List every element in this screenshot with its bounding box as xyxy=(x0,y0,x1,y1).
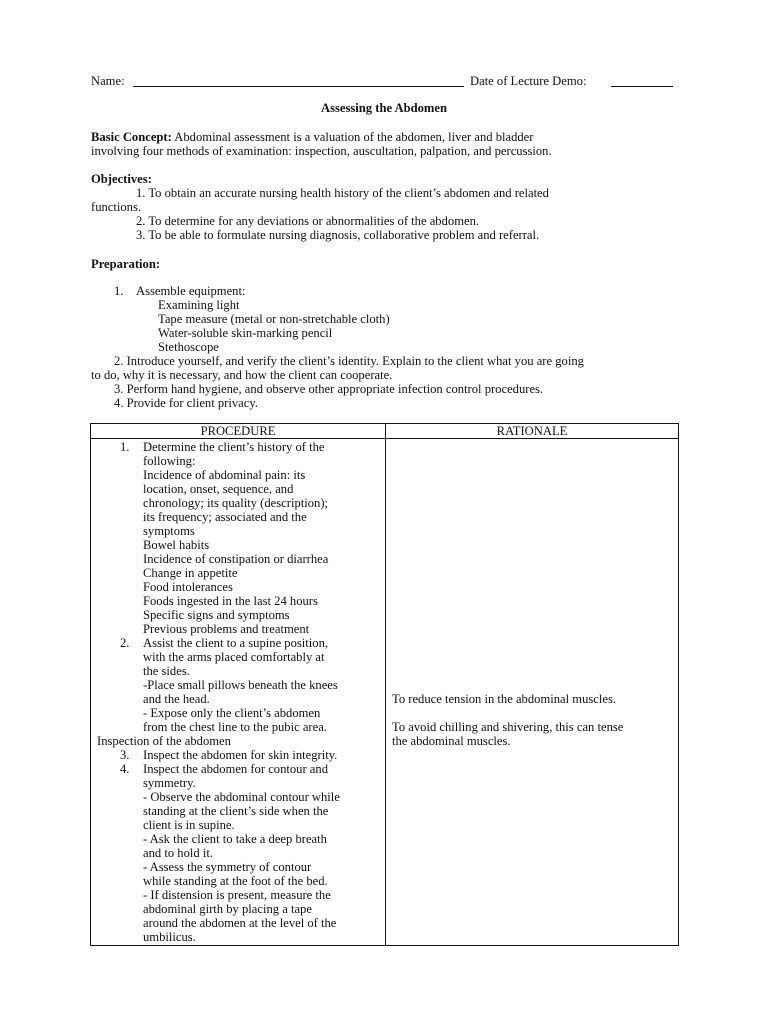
item-2-line: and the head. xyxy=(143,692,210,706)
item-1-line: Foods ingested in the last 24 hours xyxy=(143,594,318,608)
item-1-line: Incidence of abdominal pain: its xyxy=(143,468,306,482)
objective-line-1: 1. To obtain an accurate nursing health history of the client’s abdomen and related xyxy=(136,186,549,200)
item-2-line: from the chest line to the pubic area. xyxy=(143,720,327,734)
prep-step-3: 3. Perform hand hygiene, and observe other appropriate infection control procedures. xyxy=(114,382,544,396)
item-1-line: Bowel habits xyxy=(143,538,210,552)
procedure-header: PROCEDURE xyxy=(91,424,386,439)
item-1-line: Change in appetite xyxy=(143,566,238,580)
item-1-line: Specific signs and symptoms xyxy=(143,608,290,622)
item-2-line: the sides. xyxy=(143,664,190,678)
item-4-line: - Observe the abdominal contour while xyxy=(143,790,340,804)
prep-step-1-text: Assemble equipment: xyxy=(136,284,246,298)
item-2-line: - Expose only the client’s abdomen xyxy=(143,706,321,720)
rationale-header: RATIONALE xyxy=(386,424,679,439)
equipment-item: Stethoscope xyxy=(158,340,219,354)
item-1-line: Previous problems and treatment xyxy=(143,622,310,636)
item-3-line: Inspect the abdomen for skin integrity. xyxy=(143,748,338,762)
preparation-heading: Preparation: xyxy=(91,257,161,271)
item-2-line: -Place small pillows beneath the knees xyxy=(143,678,338,692)
item-2-line: with the arms placed comfortably at xyxy=(143,650,325,664)
prep-step-2-line-2: to do, why it is necessary, and how the client can cooperate. xyxy=(91,368,393,382)
objective-line-1-cont: functions. xyxy=(91,200,142,214)
rationale-cell xyxy=(386,439,679,946)
rationale-1: To reduce tension in the abdominal muscles. xyxy=(392,692,616,706)
prep-step-4: 4. Provide for client privacy. xyxy=(114,396,258,410)
objective-line-3: 3. To be able to formulate nursing diagnosis, collaborative problem and referral. xyxy=(136,228,540,242)
item-1-line: symptoms xyxy=(143,524,195,538)
rationale-2-line: To avoid chilling and shivering, this can tense xyxy=(392,720,624,734)
basic-concept-line-2: involving four methods of examination: inspection, auscultation, palpation, and percussion. xyxy=(91,144,552,158)
objectives-heading: Objectives: xyxy=(91,172,152,186)
table-row xyxy=(91,439,679,946)
item-4-line: - If distension is present, measure the xyxy=(143,888,331,902)
section-inspection-heading: Inspection of the abdomen xyxy=(97,734,231,748)
item-4-line: standing at the client’s side when the xyxy=(143,804,329,818)
item-2-line: Assist the client to a supine position, xyxy=(143,636,329,650)
date-label: Date of Lecture Demo: xyxy=(470,74,587,88)
item-4-line: - Ask the client to take a deep breath xyxy=(143,832,327,846)
item-4-line: and to hold it. xyxy=(143,846,213,860)
item-3-number: 3. xyxy=(120,748,130,762)
equipment-item: Tape measure (metal or non-stretchable cloth) xyxy=(158,312,390,326)
item-4-line: client is in supine. xyxy=(143,818,235,832)
item-4-line: - Assess the symmetry of contour xyxy=(143,860,312,874)
basic-concept-text-1: Abdominal assessment is a valuation of the abdomen, liver and bladder xyxy=(174,130,534,144)
item-4-line: while standing at the foot of the bed. xyxy=(143,874,328,888)
item-4-line: symmetry. xyxy=(143,776,196,790)
prep-step-2-line-1: 2. Introduce yourself, and verify the client’s identity. Explain to the client what you are going xyxy=(114,354,584,368)
item-4-line: abdominal girth by placing a tape xyxy=(143,902,312,916)
basic-concept-label: Basic Concept: xyxy=(91,130,172,144)
name-blank-line xyxy=(133,74,464,87)
date-blank-line xyxy=(611,74,673,87)
item-1-line: Incidence of constipation or diarrhea xyxy=(143,552,329,566)
item-1-line: Determine the client’s history of the xyxy=(143,440,325,454)
equipment-item: Examining light xyxy=(158,298,240,312)
item-1-line: following: xyxy=(143,454,196,468)
document-title: Assessing the Abdomen xyxy=(321,101,447,115)
rationale-2-line: the abdominal muscles. xyxy=(392,734,511,748)
item-2-number: 2. xyxy=(120,636,130,650)
item-1-line: Food intolerances xyxy=(143,580,233,594)
basic-concept-line-1 xyxy=(91,130,533,144)
item-4-line: around the abdomen at the level of the xyxy=(143,916,337,930)
procedure-table xyxy=(90,423,679,946)
objective-line-2: 2. To determine for any deviations or abnormalities of the abdomen. xyxy=(136,214,480,228)
name-label: Name: xyxy=(91,74,125,88)
item-1-line: chronology; its quality (description); xyxy=(143,496,329,510)
item-1-line: location, onset, sequence, and xyxy=(143,482,294,496)
procedure-cell xyxy=(91,439,386,946)
equipment-item: Water-soluble skin-marking pencil xyxy=(158,326,333,340)
item-1-number: 1. xyxy=(120,440,130,454)
item-4-line: umbilicus. xyxy=(143,930,196,944)
prep-step-1-number: 1. xyxy=(114,284,124,298)
item-4-line: Inspect the abdomen for contour and xyxy=(143,762,328,776)
table-header-row xyxy=(91,424,679,439)
item-1-line: its frequency; associated and the xyxy=(143,510,307,524)
item-4-number: 4. xyxy=(120,762,130,776)
